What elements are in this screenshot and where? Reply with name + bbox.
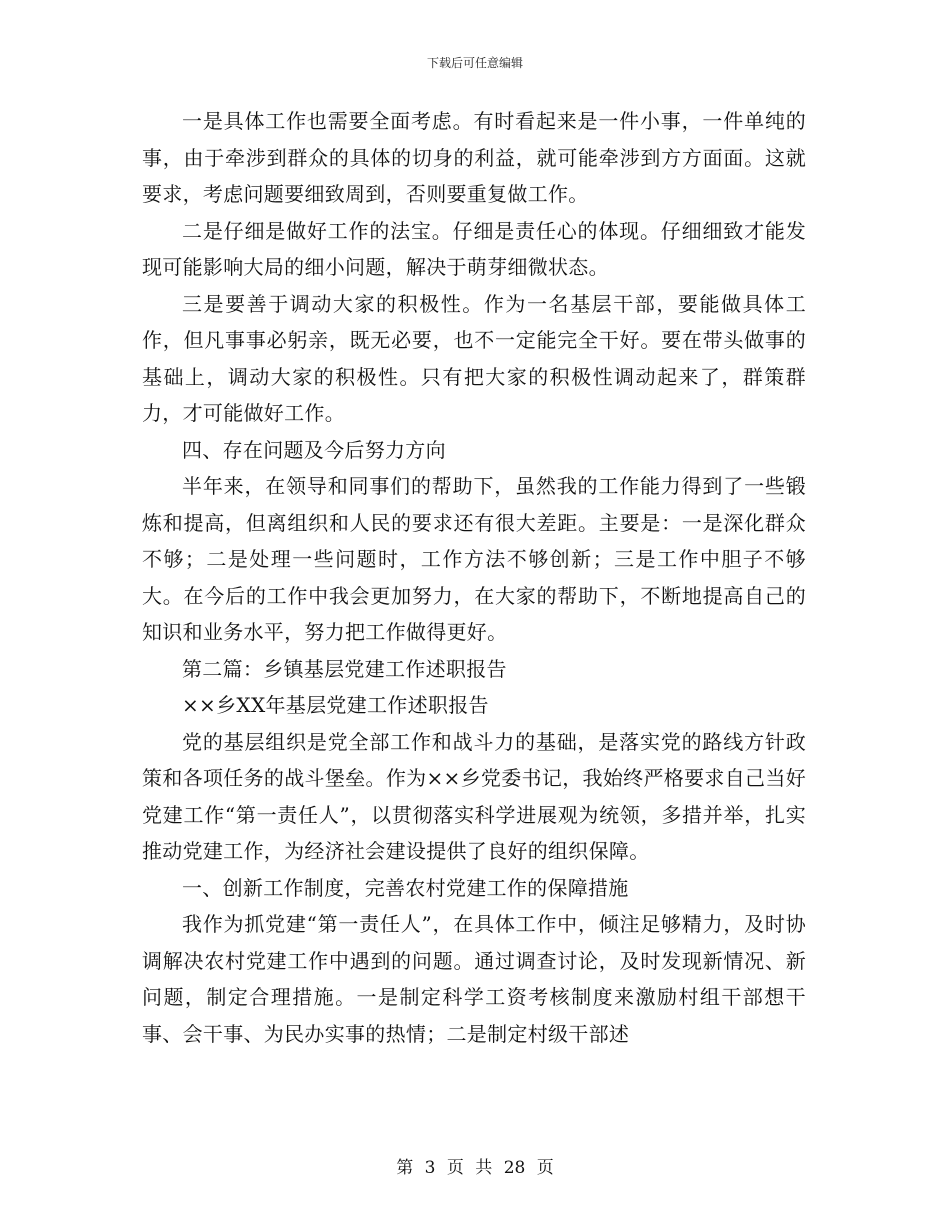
paragraph: 一是具体工作也需要全面考虑。有时看起来是一件小事，一件单纯的事，由于牵涉到群众的具体的切身的利益，就可能牵涉到方方面面。这就要求，考虑问题要细致周到，否则要重复做工作。	[142, 109, 806, 206]
paragraph: 我作为抓党建“第一责任人”，在具体工作中，倾注足够精力，及时协调解决农村党建工作中遇到的问题。通过调查讨论，及时发现新情况、新问题，制定合理措施。一是制定科学工资考核制度来激励村组干部想干事、会干事、为民办实事的热情；二是制定村级干部述	[142, 912, 806, 1046]
paragraph: 三是要善于调动大家的积极性。作为一名基层干部，要能做具体工作，但凡事事必躬亲，既无必要，也不一定能完全干好。要在带头做事的基础上，调动大家的积极性。只有把大家的积极性调动起来了，群策群力，才可能做好工作。	[142, 291, 806, 425]
report-title: ××乡XX年基层党建工作述职报告	[182, 693, 489, 717]
paragraph: 二是仔细是做好工作的法宝。仔细是责任心的体现。仔细细致才能发现可能影响大局的细小问题，解决于萌芽细微状态。	[142, 218, 806, 279]
paragraph: 党的基层组织是党全部工作和战斗力的基础，是落实党的路线方针政策和各项任务的战斗堡垒。作为××乡党委书记，我始终严格要求自己当好党建工作“第一责任人”，以贯彻落实科学进展观为统领，多措并举，扎实推动党建工作，为经济社会建设提供了良好的组织保障。	[142, 729, 806, 863]
chapter-title: 第二篇：乡镇基层党建工作述职报告	[182, 656, 507, 681]
page-header: 下载后可任意编辑	[426, 56, 523, 70]
section-heading: 一、创新工作制度，完善农村党建工作的保障措施	[182, 875, 629, 900]
page-number-footer: 第 3 页 共 28 页	[396, 1158, 554, 1178]
document-body	[142, 103, 806, 1052]
paragraph: 半年来，在领导和同事们的帮助下，虽然我的工作能力得到了一些锻炼和提高，但离组织和人民的要求还有很大差距。主要是：一是深化群众不够；二是处理一些问题时，工作方法不够创新；三是工作中胆子不够大。在今后的工作中我会更加努力，在大家的帮助下，不断地提高自己的知识和业务水平，努力把工作做得更好。	[142, 474, 806, 644]
section-heading: 四、存在问题及今后努力方向	[182, 437, 446, 462]
